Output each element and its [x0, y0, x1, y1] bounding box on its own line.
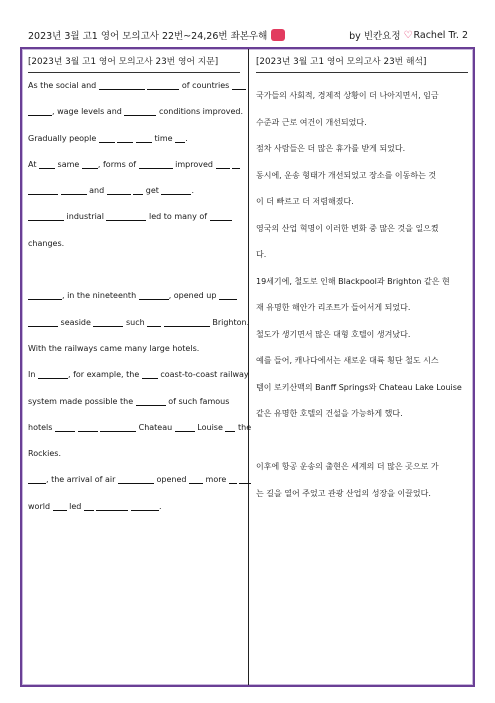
- passage-line: [28, 467, 240, 493]
- passage-line: [28, 415, 252, 441]
- passage-text: led to many of: [146, 212, 210, 222]
- fill-in-blank: [139, 159, 173, 169]
- translation-line: 영국의 산업 혁명이 이러한 변화 중 많은 것을 일으켰: [256, 223, 439, 233]
- passage-text: seaside: [58, 317, 94, 327]
- passage-text: system made possible the: [28, 396, 136, 406]
- page-title: 2023년 3월 고1 영어 모의고사 22번~24,26번 좌본우해: [28, 31, 268, 42]
- fill-in-blank: [28, 106, 52, 116]
- fill-in-blank: [239, 474, 251, 484]
- author-name: by 빈칸요정: [349, 31, 401, 42]
- passage-line: [28, 73, 240, 99]
- passage-line: [28, 441, 240, 467]
- passage-line: [28, 126, 240, 152]
- fill-in-blank: [216, 159, 230, 169]
- passage-line: [28, 494, 240, 520]
- passage-text: such: [123, 317, 148, 327]
- translation-line: 수준과 근로 여건이 개선되었다.: [256, 117, 367, 127]
- passage-text: industrial: [64, 212, 107, 222]
- passage-text: get: [143, 186, 162, 196]
- passage-line: [28, 204, 240, 230]
- fill-in-blank: [107, 185, 131, 195]
- fill-in-blank: [99, 80, 145, 90]
- fill-in-blank: [99, 133, 115, 143]
- column-divider: [248, 49, 249, 685]
- fill-in-blank: [118, 474, 154, 484]
- passage-text: Louise: [194, 422, 226, 432]
- passage-text: , the arrival of air: [46, 475, 118, 485]
- passage-text: led: [66, 501, 84, 511]
- fill-in-blank: [175, 422, 195, 432]
- fill-in-blank: [232, 80, 246, 90]
- fill-in-blank: [229, 474, 237, 484]
- fill-in-blank: [28, 185, 58, 195]
- passage-text: the: [235, 422, 252, 432]
- fill-in-blank: [136, 133, 152, 143]
- passage-text: and: [86, 186, 107, 196]
- passage-text: changes.: [28, 238, 65, 248]
- heading-rule: [256, 72, 468, 73]
- fill-in-blank: [147, 80, 179, 90]
- translation-line: 동시에, 운송 형태가 개선되었고 장소를 이동하는 것: [256, 170, 437, 180]
- fill-in-blank: [139, 290, 169, 300]
- translation-line: 이 더 빠르고 더 저렴해졌다.: [256, 197, 354, 206]
- fill-in-blank: [28, 474, 46, 484]
- translation-line: 점차 사람들은 더 많은 휴가를 받게 되었다.: [256, 144, 406, 153]
- english-column: [28, 55, 252, 520]
- fill-in-blank: [61, 185, 87, 195]
- passage-text: opened: [153, 475, 189, 485]
- fill-in-blank: [147, 317, 161, 327]
- fill-in-blank: [78, 422, 98, 432]
- passage-text: Brighton.: [209, 317, 250, 327]
- passage-text: .: [191, 186, 195, 196]
- passage-text: same: [55, 159, 82, 169]
- translation-line: 같은 유명한 호텔의 건설을 가능하게 했다.: [256, 409, 403, 418]
- fill-in-blank: [225, 422, 235, 432]
- fill-in-blank: [28, 317, 58, 327]
- fill-in-blank: [53, 501, 67, 511]
- fill-in-blank: [96, 501, 128, 511]
- fill-in-blank: [84, 501, 94, 511]
- fill-in-blank: [175, 133, 185, 143]
- fill-in-blank: [93, 317, 123, 327]
- fill-in-blank: [189, 474, 203, 484]
- english-passage: [28, 73, 252, 520]
- translation-line: 다.: [256, 250, 267, 259]
- fill-in-blank: [136, 396, 166, 406]
- translation-line: 는 길을 열어 주었고 관광 산업의 성장을 이끌었다.: [256, 488, 431, 498]
- fill-in-blank: [38, 369, 68, 379]
- fill-in-blank: [131, 501, 159, 511]
- passage-text: time: [151, 133, 176, 143]
- passage-text: Chateau: [136, 422, 175, 432]
- page-header: [28, 24, 468, 46]
- passage-line: [28, 389, 240, 415]
- passage-line: [28, 362, 249, 388]
- passage-text: more: [203, 475, 229, 485]
- author-tag: Rachel Tr. 2: [413, 29, 468, 41]
- passage-text: of countries: [179, 81, 232, 90]
- passage-line: [28, 152, 240, 178]
- fill-in-blank: [106, 211, 146, 221]
- passage-text: , forms of: [97, 159, 139, 169]
- fill-in-blank: [142, 369, 158, 379]
- fill-in-blank: [164, 317, 210, 327]
- passage-line: [28, 336, 240, 362]
- fill-in-blank: [28, 211, 64, 221]
- fill-in-blank: [39, 159, 55, 169]
- passage-text: hotels: [28, 422, 55, 432]
- translation-line: 재 유명한 해안가 리조트가 들어서게 되었다.: [256, 303, 411, 312]
- translation-line: 19세기에, 철도로 인해 Blackpool과 Brighton 같은 현: [256, 276, 450, 286]
- fill-in-blank: [161, 185, 191, 195]
- passage-text: With the railways came many large hotels.: [28, 343, 200, 353]
- translation-line: 철도가 생기면서 많은 대형 호텔이 생겨났다.: [256, 329, 411, 339]
- passage-line: [28, 178, 240, 204]
- translation-line: 이후에 항공 운송의 출현은 세계의 더 많은 곳으로 가: [256, 462, 439, 471]
- fill-in-blank: [219, 290, 237, 300]
- translation-line: 국가들의 사회적, 경제적 상황이 더 나아지면서, 임금: [256, 91, 439, 100]
- passage-text: Gradually people: [28, 133, 99, 143]
- translation-line: 예를 들어, 캐나다에서는 새로운 대륙 횡단 철도 시스: [256, 356, 439, 365]
- heart-icon: ♡: [403, 29, 413, 41]
- passage-line: [28, 283, 240, 309]
- fill-in-blank: [133, 185, 143, 195]
- passage-text: .: [158, 501, 162, 511]
- fill-in-blank: [82, 159, 98, 169]
- blank-line: [256, 428, 468, 455]
- passage-text: , opened up: [168, 291, 219, 301]
- fill-in-blank: [210, 211, 232, 221]
- passage-text: , for example, the: [67, 370, 142, 380]
- passage-line: [28, 310, 250, 336]
- passage-text: world: [28, 501, 53, 511]
- passage-text: of such famous: [165, 396, 230, 406]
- passage-text: , in the nineteenth: [62, 291, 139, 301]
- passage-text: coast-to-coast railway: [157, 370, 249, 380]
- fill-in-blank: [124, 106, 156, 116]
- passage-text: improved: [172, 159, 216, 169]
- english-heading: [2023년 3월 고1 영어 모의고사 23번 영어 지문]: [28, 57, 219, 67]
- passage-text: At: [28, 159, 40, 169]
- passage-line: [28, 231, 240, 257]
- fill-in-blank: [100, 422, 136, 432]
- translation-line: 템이 로키산맥의 Banff Springs와 Chateau Lake Louise: [256, 382, 462, 392]
- passage-line: [28, 99, 244, 125]
- fill-in-blank: [117, 133, 133, 143]
- ribbon-icon: [271, 29, 285, 41]
- blank-line: [28, 257, 240, 283]
- passage-text: , wage levels and: [52, 107, 125, 117]
- korean-heading: [2023년 3월 고1 영어 모의고사 23번 해석]: [256, 57, 427, 67]
- korean-translation: [256, 83, 468, 507]
- korean-column: [256, 55, 468, 507]
- passage-text: conditions improved.: [156, 107, 244, 117]
- passage-text: Rockies.: [28, 449, 61, 459]
- passage-text: .: [185, 133, 188, 143]
- fill-in-blank: [55, 422, 75, 432]
- passage-text: In: [28, 370, 38, 380]
- fill-in-blank: [232, 159, 240, 169]
- fill-in-blank: [28, 290, 62, 300]
- passage-text: As the social and: [28, 81, 99, 90]
